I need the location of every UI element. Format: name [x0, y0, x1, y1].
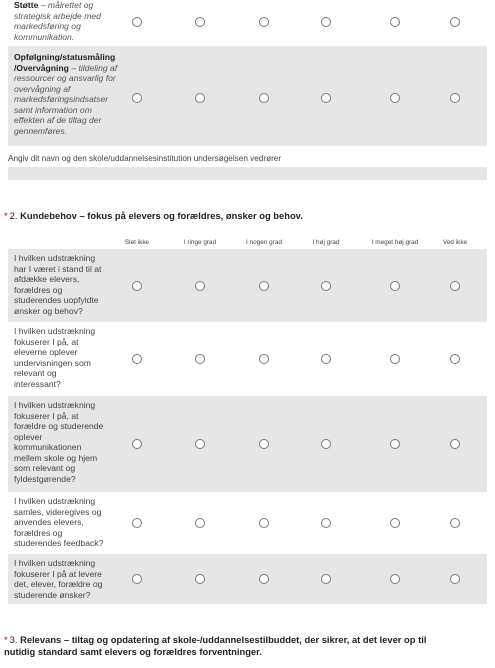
q2-row3-option-1-radio[interactable]: [132, 439, 142, 449]
q3-number: 3.: [9, 634, 18, 645]
q2-title: [4, 210, 303, 221]
row-label-line: ressourcer og ansvarlig for: [14, 73, 116, 83]
row-label-line: eleverne oplever: [14, 347, 78, 357]
column-header: Ved ikke: [442, 239, 468, 246]
q2-row3-option-2-radio[interactable]: [195, 439, 205, 449]
row-label-line: fokuserer I på at levere: [14, 568, 102, 579]
q2-row2-option-2-radio[interactable]: [195, 354, 205, 364]
q2-row2-option-3-radio[interactable]: [259, 354, 269, 364]
q2-matrix-row: [8, 322, 487, 396]
row-label-line: forældres og: [14, 284, 63, 295]
q2-row2-option-5-radio[interactable]: [390, 354, 400, 364]
q2-matrix-row: [8, 396, 487, 492]
column-header: I ringe grad: [183, 239, 217, 246]
row-label: Opfølgning/statusmåling /Overvågning – tildeling af ressourcer og ansvarlig for overvågning af markedsføringsindsatser samt information om effekten af de tiltag der gennemføres.: [14, 52, 118, 136]
q2-row4-option-1-radio[interactable]: [132, 518, 142, 528]
q2-row1-option-5-radio[interactable]: [390, 281, 400, 291]
row-label-line: ønsker og behov?: [14, 305, 83, 316]
row-label-line: strategisk arbejde med: [14, 10, 101, 21]
q2-row4-option-5-radio[interactable]: [390, 518, 400, 528]
row-label-line: studerendes uopfyldte: [14, 295, 99, 305]
name-field-label: Angiv dit navn og den skole/uddannelsesinstitution undersøgelsen vedrører: [8, 154, 282, 163]
row-label: [14, 326, 95, 389]
row-label-line: fokuserer I på, at: [14, 336, 79, 347]
row-label-line: gennemføres.: [14, 125, 68, 136]
q2-row2-option-1-radio[interactable]: [132, 354, 142, 364]
row-label-bold: Opfølgning/statusmåling: [14, 52, 116, 62]
q2-row3-option-5-radio[interactable]: [390, 439, 400, 449]
row-label-line: kommunikationen: [14, 442, 82, 452]
row-label-line: I hvilken udstrækning: [14, 326, 96, 336]
row-label-line: I hvilken udstrækning: [14, 253, 96, 263]
q2-row5-option-4-radio[interactable]: [321, 574, 331, 584]
q1-row1-option-4-radio[interactable]: [321, 17, 331, 27]
q1-row1-option-6-radio[interactable]: [450, 17, 460, 27]
row-label-line: samt information om: [14, 104, 92, 115]
row-label-line: markedsføringsindsatser: [14, 94, 109, 104]
row-label-line: anvendes elevers,: [14, 517, 84, 527]
row-label-line: fyldestgørende?: [14, 473, 76, 484]
row-label-line: effekten af de tiltag der: [14, 115, 102, 125]
row-label-line: fokuserer I på, at: [14, 410, 79, 421]
q2-row3-option-6-radio[interactable]: [450, 439, 460, 449]
column-header: I nogen grad: [246, 239, 282, 246]
q2-row1-option-3-radio[interactable]: [259, 281, 269, 291]
q2-row1-option-1-radio[interactable]: [132, 281, 142, 291]
q2-row5-option-2-radio[interactable]: [195, 574, 205, 584]
row-label-line: mellem skole og hjem: [14, 452, 98, 463]
q2-row4-option-6-radio[interactable]: [450, 518, 460, 528]
q1-row2-option-1-radio[interactable]: [132, 93, 142, 103]
q1-row2-option-5-radio[interactable]: [390, 93, 400, 103]
name-school-input[interactable]: [8, 167, 487, 180]
row-label: [14, 400, 103, 484]
required-star: *: [4, 634, 8, 645]
row-label-line: samles, videregives og: [14, 506, 102, 517]
q3-title-line2: nutidig standard samt elevers og forældres forventninger.: [4, 646, 262, 657]
q1-row2-option-4-radio[interactable]: [321, 93, 331, 103]
q1-row2-option-3-radio[interactable]: [259, 93, 269, 103]
column-header: I meget høj grad: [371, 239, 419, 246]
q2-matrix-row: [8, 554, 487, 604]
q2-row4-option-2-radio[interactable]: [195, 518, 205, 528]
row-label-line: det, elever, forældre og: [14, 579, 103, 589]
q1-row-stoette: [8, 0, 487, 46]
column-header: I høj grad: [312, 239, 340, 246]
row-label-line: studerendes feedback?: [14, 538, 104, 548]
q3-title: [4, 634, 426, 658]
row-label-line: I hvilken udstrækning: [14, 496, 96, 506]
row-label-line: undervisningen som: [14, 357, 91, 368]
row-label-line: forældre og studerende: [14, 421, 104, 431]
q2-row5-option-5-radio[interactable]: [390, 574, 400, 584]
q1-row1-option-5-radio[interactable]: [390, 17, 400, 27]
required-star: *: [4, 210, 8, 221]
q2-row5-option-6-radio[interactable]: [450, 574, 460, 584]
q3-title-line1: Relevans – tiltag og opdatering af skole-/uddannelsestilbuddet, der sikrer, at det lever op til: [20, 634, 427, 645]
q2-row5-option-3-radio[interactable]: [259, 574, 269, 584]
q2-row5-option-1-radio[interactable]: [132, 574, 142, 584]
q2-row1-option-6-radio[interactable]: [450, 281, 460, 291]
row-label: [14, 558, 102, 600]
row-label-line: afdække elevers,: [14, 274, 80, 284]
row-label-line: har I været i stand til at: [14, 263, 102, 274]
row-label-line: I hvilken udstrækning: [14, 400, 96, 410]
q2-row4-option-3-radio[interactable]: [259, 518, 269, 528]
q1-row-opfoelgning: [8, 46, 487, 146]
row-label: [14, 496, 103, 549]
q2-row3-option-3-radio[interactable]: [259, 439, 269, 449]
row-label-line: studerende ønsker?: [14, 589, 91, 600]
q1-row1-option-2-radio[interactable]: [195, 17, 205, 27]
q1-row2-option-2-radio[interactable]: [195, 93, 205, 103]
row-label: [14, 253, 101, 316]
q2-row3-option-4-radio[interactable]: [321, 439, 331, 449]
row-label-line: overvågning af: [14, 83, 71, 94]
q2-row2-option-4-radio[interactable]: [321, 354, 331, 364]
row-label-line: markedsføring og: [14, 21, 81, 31]
q2-row1-option-2-radio[interactable]: [195, 281, 205, 291]
q1-row2-option-6-radio[interactable]: [450, 93, 460, 103]
column-header: Slet ikke: [124, 239, 150, 246]
q1-row1-option-3-radio[interactable]: [259, 17, 269, 27]
row-label-line: interessant?: [14, 378, 61, 389]
q2-matrix-row: [8, 249, 487, 322]
row-label-line: forældres og: [14, 527, 63, 538]
row-label-line: som relevant og: [14, 463, 76, 473]
q2-row1-option-4-radio[interactable]: [321, 281, 331, 291]
row-label-line: relevant og: [14, 368, 57, 378]
q2-matrix-row: [8, 492, 487, 554]
row-label-line: oplever: [14, 431, 43, 442]
q2-title-text: Kundebehov – fokus på elevers og forældres, ønsker og behov.: [20, 210, 303, 221]
row-label-line: I hvilken udstrækning: [14, 558, 96, 568]
q2-row2-option-6-radio[interactable]: [450, 354, 460, 364]
q2-row4-option-4-radio[interactable]: [321, 518, 331, 528]
q1-row1-option-1-radio[interactable]: [132, 17, 142, 27]
row-label-line: kommunikation.: [14, 31, 75, 42]
row-label: Støtte – målrettet og strategisk arbejde med markedsføring og kommunikation.: [14, 0, 101, 42]
row-label-bold: Støtte: [14, 0, 39, 10]
q2-number: 2.: [9, 210, 18, 221]
